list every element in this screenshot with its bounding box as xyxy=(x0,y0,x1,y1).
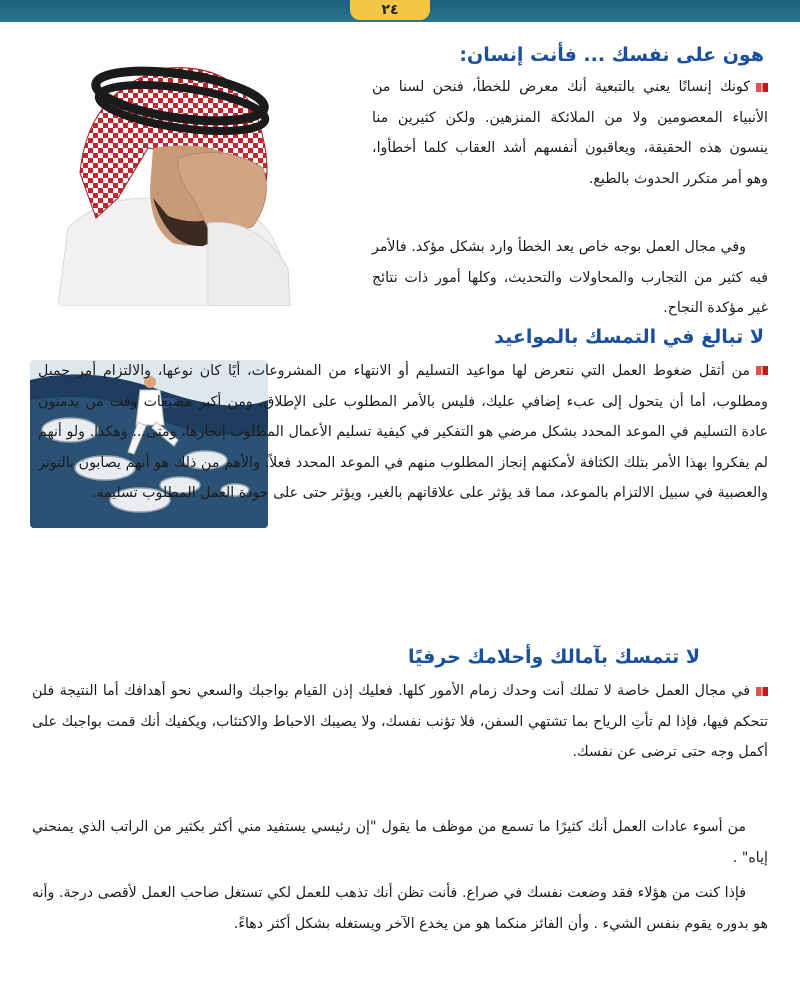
bullet-icon xyxy=(756,83,768,92)
paragraph-2: وفي مجال العمل بوجه خاص يعد الخطأ وارد بشكل مؤكد. فالأمر فيه كثير من التجارب والمحاولات والتحديث، وكلها أمور ذات نتائج غير مؤكدة النجاح. xyxy=(372,239,768,316)
bullet-icon xyxy=(756,366,768,375)
heading-2: لا تبالغ في التمسك بالمواعيد xyxy=(494,326,764,348)
bullet-icon xyxy=(756,687,768,696)
photo-stressed-man xyxy=(58,48,320,306)
paragraph-4: في مجال العمل خاصة لا تملك أنت وحدك زمام الأمور كلها. فعليك إذن القيام بواجبك والسعي نحو أهدافك أما النتيجة فلن تتحكم فيها، فإذا لم تأتِ الرياح بما تشتهي السفن، فلا تؤنب نفسك، ولا يصيبك الاحباط والاكتئاب، ويكفيك أنك قمت بواجبك على أكمل وجه حتى ترضى عن نفسك. xyxy=(32,683,768,760)
page-number: ٢٤ xyxy=(350,0,430,20)
heading-3: لا تتمسك بآمالك وأحلامك حرفيًا xyxy=(408,646,700,668)
paragraph-1: كونك إنسانًا يعني بالتبعية أنك معرض للخطأ، فنحن لسنا من الأنبياء المعصومين ولا من الملائكة المنزهين. ولكن كثيرين منا ينسون هذه الحقيقة، ويعاقبون أنفسهم أشد العقاب كلما أخطأوا، وهو أمر متكرر الحدوث بالطبع. xyxy=(372,79,768,187)
paragraph-5: من أسوء عادات العمل أنك كثيرًا ما تسمع من موظف ما يقول "إن رئيسي يستفيد مني أكثر بكثير من الراتب الذي يمنحني إياه" . xyxy=(32,819,768,866)
paragraph-6: فإذا كنت من هؤلاء فقد وضعت نفسك في صراع. فأنت تظن أنك تذهب للعمل لكي تستغل صاحب العمل لأقصى درجة. وأنه هو بدوره يقوم بنفس الشيء . وأن الفائز منكما هو من يخدع الآخر ويستغله بشكل أكثر دهاءً. xyxy=(32,885,768,932)
heading-1: هون على نفسك ... فأنت إنسان: xyxy=(459,44,764,66)
top-banner xyxy=(0,0,800,22)
paragraph-3: من أثقل ضغوط العمل التي نتعرض لها مواعيد التسليم أو الانتهاء من المشروعات، أيًا كان نوعها، والالتزام أمر جميل ومطلوب، أما أن يتحول إلى عبء إضافي عليك، فليس بالأمر المطلوب على الإطلاق. ومن أكبر مضيعات وقت من يدمنون عادة التسليم في الموعد المحدد بشكل مرضي هو التفكير في كيفية تسليم الأعمال المطلوب إنجازها، ومتى... وهكذا. ولو أنهم لم يفكروا بهذا الأمر بتلك الكثافة لأمكنهم إنجاز المطلوب منهم في الموعد المحدد فعلاً. والأهم من ذلك هو أنهم يصابون بالتوتر والعصبية في سبيل الالتزام بالموعد، مما قد يؤثر على علاقاتهم بالغير، ويؤثر حتى على جودة العمل المطلوب تسليمه. xyxy=(38,363,768,501)
